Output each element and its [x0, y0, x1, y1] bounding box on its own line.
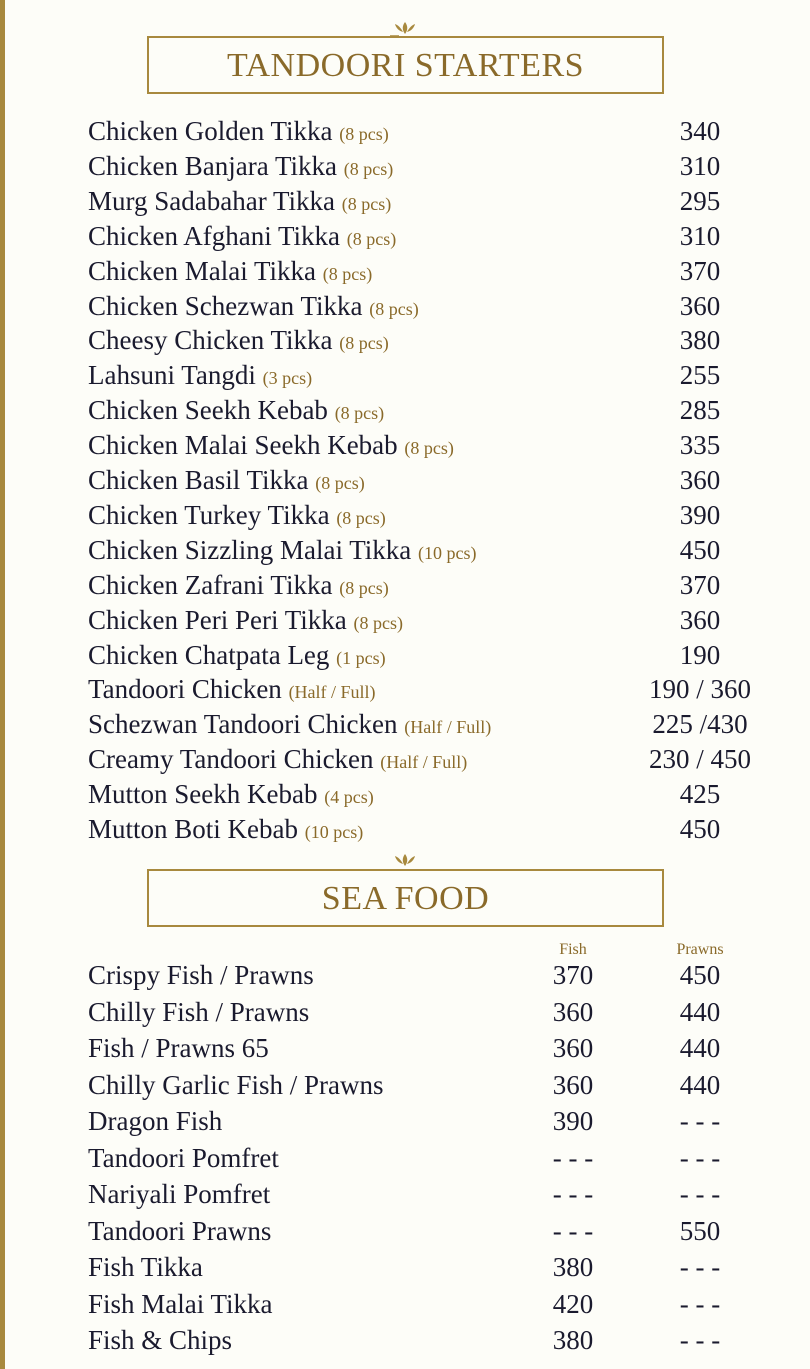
dish-quantity: (8 pcs)	[353, 612, 403, 633]
dish-quantity: (10 pcs)	[304, 822, 364, 842]
menu-item-row	[88, 744, 778, 779]
menu-item-name	[88, 709, 491, 740]
menu-item-name	[88, 151, 393, 182]
dish-quantity: (8 pcs)	[336, 507, 386, 528]
fish-price: - - -	[552, 1215, 594, 1246]
prawns-price: - - -	[679, 1106, 721, 1136]
menu-item-name	[88, 256, 372, 287]
menu-item-row	[88, 360, 778, 395]
dish-quantity: (4 pcs)	[324, 787, 374, 808]
dish-price: 335	[679, 430, 721, 461]
dish-quantity: (8 pcs)	[369, 298, 419, 319]
menu-item-row	[88, 960, 778, 995]
prawns-price: 440	[679, 1033, 721, 1063]
dish-price: 450	[679, 534, 721, 565]
dish-name: Murg Sadabahar Tikka	[88, 185, 335, 216]
dish-name: Cheesy Chicken Tikka	[88, 325, 333, 356]
menu-item-row	[88, 221, 778, 256]
fleur-ornament-icon	[390, 850, 420, 870]
dish-quantity: (8 pcs)	[334, 403, 385, 424]
menu-item-row	[88, 1216, 778, 1251]
dish-price: 360	[679, 290, 721, 321]
dish-price: 255	[679, 360, 721, 391]
menu-item-name	[88, 186, 391, 217]
prawns-price: 450	[679, 960, 721, 990]
menu-item-row	[88, 186, 778, 221]
dish-name: Schezwan Tandoori Chicken	[88, 709, 398, 740]
dish-price: 190	[679, 639, 721, 670]
dish-quantity: (10 pcs)	[418, 542, 477, 563]
prawns-price: - - -	[679, 1142, 721, 1173]
dish-name: Tandoori Prawns	[88, 1215, 272, 1246]
dish-name: Dragon Fish	[88, 1106, 223, 1136]
prawns-price: - - -	[679, 1179, 721, 1209]
menu-item-row	[88, 1289, 778, 1324]
fleur-ornament-icon	[390, 18, 420, 38]
dish-price: 425	[679, 779, 721, 810]
menu-item-row	[88, 997, 778, 1032]
menu-item-name	[88, 535, 476, 566]
column-header-prawns: Prawns	[676, 941, 724, 958]
prawns-price: - - -	[679, 1252, 721, 1282]
dish-name: Fish & Chips	[88, 1325, 233, 1355]
menu-item-row	[88, 709, 778, 744]
fish-price: 360	[552, 1033, 594, 1063]
menu-item-row	[88, 605, 778, 640]
prawns-price: - - -	[679, 1325, 721, 1355]
menu-item-name	[88, 500, 386, 531]
dish-quantity: (8 pcs)	[343, 158, 394, 179]
menu-item-row	[88, 430, 778, 465]
dish-quantity: (8 pcs)	[339, 577, 389, 598]
section-title-tandoori: TANDOORI STARTERS	[147, 36, 664, 94]
menu-item-name	[88, 430, 454, 461]
fish-price: - - -	[552, 1142, 594, 1173]
menu-item-row	[88, 291, 778, 326]
dish-price: 380	[679, 325, 721, 356]
column-header-fish: Fish	[559, 941, 587, 958]
menu-item-row	[88, 1252, 778, 1287]
dish-name: Fish Malai Tikka	[88, 1288, 273, 1319]
menu-item-name	[88, 814, 363, 845]
dish-name: Chicken Malai Tikka	[88, 255, 316, 286]
menu-item-row	[88, 395, 778, 430]
fish-price: 360	[552, 1069, 594, 1100]
menu-item-name	[88, 325, 389, 356]
menu-item-row	[88, 1106, 778, 1141]
dish-name: Chicken Basil Tikka	[88, 465, 309, 495]
dish-name: Chicken Peri Peri Tikka	[88, 604, 347, 635]
section-title-seafood: SEA FOOD	[147, 869, 664, 927]
dish-name: Fish / Prawns 65	[88, 1033, 269, 1063]
menu-item-row	[88, 570, 778, 605]
prawns-price: 440	[679, 996, 721, 1027]
dish-quantity: (8 pcs)	[339, 124, 389, 144]
menu-item-name	[88, 395, 384, 426]
fish-price: 360	[552, 996, 594, 1027]
dish-price: 390	[679, 499, 721, 530]
dish-name: Chicken Afghani Tikka	[88, 220, 341, 251]
dish-price: 295	[679, 185, 721, 216]
dish-name: Chilly Fish / Prawns	[88, 996, 310, 1027]
dish-quantity: (3 pcs)	[262, 368, 313, 389]
dish-quantity: (8 pcs)	[339, 333, 389, 354]
dish-price: 310	[679, 150, 721, 181]
dish-price: 230 / 450	[648, 744, 751, 775]
prawns-price: - - -	[679, 1288, 721, 1319]
dish-price: 450	[679, 814, 721, 844]
menu-item-row	[88, 535, 778, 570]
dish-name: Chicken Schezwan Tikka	[88, 290, 363, 321]
dish-name: Chicken Banjara Tikka	[88, 150, 337, 181]
menu-item-row	[88, 674, 778, 709]
menu-item-row	[88, 1070, 778, 1105]
dish-name: Chilly Garlic Fish / Prawns	[88, 1069, 384, 1100]
menu-item-name	[88, 360, 312, 391]
dish-name: Tandoori Chicken	[88, 674, 282, 705]
menu-item-row	[88, 1143, 778, 1178]
dish-price: 310	[679, 220, 721, 251]
fish-price: 420	[552, 1288, 594, 1319]
dish-quantity: (8 pcs)	[341, 193, 392, 214]
dish-name: Crispy Fish / Prawns	[88, 960, 314, 990]
dish-quantity: (8 pcs)	[315, 473, 365, 493]
dish-name: Nariyali Pomfret	[88, 1179, 271, 1209]
menu-item-row	[88, 779, 778, 814]
menu-item-row	[88, 640, 778, 675]
menu-item-row	[88, 325, 778, 360]
menu-item-name	[88, 605, 403, 636]
fish-price: 390	[552, 1106, 594, 1136]
prawns-price: 550	[679, 1215, 721, 1246]
dish-price: 340	[679, 116, 721, 146]
fish-price: 370	[552, 960, 594, 990]
dish-price: 370	[679, 569, 721, 600]
dish-price: 360	[679, 465, 721, 495]
dish-price: 190 / 360	[648, 674, 751, 705]
menu-item-row	[88, 256, 778, 291]
dish-name: Chicken Sizzling Malai Tikka	[88, 534, 412, 565]
dish-quantity: (Half / Full)	[288, 682, 376, 703]
dish-price: 360	[679, 604, 721, 635]
dish-name: Tandoori Pomfret	[88, 1142, 279, 1173]
dish-name: Chicken Golden Tikka	[88, 116, 333, 146]
menu-item-row	[88, 1325, 778, 1360]
dish-price: 225 /430	[652, 709, 748, 740]
fish-price: - - -	[552, 1179, 594, 1209]
menu-item-row	[88, 814, 778, 849]
menu-item-row	[88, 1179, 778, 1214]
dish-quantity: (Half / Full)	[380, 752, 468, 773]
menu-item-row	[88, 116, 778, 151]
menu-item-name	[88, 465, 365, 496]
dish-quantity: (1 pcs)	[336, 647, 386, 668]
left-border-rule	[0, 0, 5, 1369]
dish-name: Mutton Seekh Kebab	[88, 779, 318, 810]
dish-name: Fish Tikka	[88, 1252, 203, 1282]
menu-item-row	[88, 1033, 778, 1068]
dish-name: Creamy Tandoori Chicken	[88, 744, 374, 775]
dish-quantity: (8 pcs)	[322, 263, 373, 284]
dish-name: Chicken Seekh Kebab	[88, 395, 328, 426]
dish-name: Chicken Malai Seekh Kebab	[88, 430, 398, 461]
dish-quantity: (Half / Full)	[404, 717, 492, 738]
dish-name: Lahsuni Tangdi	[88, 360, 256, 391]
dish-name: Chicken Turkey Tikka	[88, 499, 330, 530]
menu-item-row	[88, 500, 778, 535]
dish-name: Chicken Zafrani Tikka	[88, 569, 333, 600]
fish-price: 380	[552, 1252, 594, 1282]
menu-item-name	[88, 674, 376, 705]
menu-item-name	[88, 116, 389, 147]
dish-quantity: (8 pcs)	[346, 228, 397, 249]
menu-item-row	[88, 151, 778, 186]
menu-item-name	[88, 744, 467, 775]
menu-item-name	[88, 221, 396, 252]
dish-price: 370	[679, 255, 721, 286]
menu-item-row	[88, 465, 778, 500]
menu-item-name	[88, 570, 389, 601]
dish-quantity: (8 pcs)	[404, 438, 454, 459]
menu-item-name	[88, 640, 386, 671]
menu-item-name	[88, 291, 419, 322]
menu-item-name	[88, 779, 374, 810]
dish-price: 285	[679, 395, 721, 426]
fish-price: 380	[552, 1325, 594, 1355]
prawns-price: 440	[679, 1069, 721, 1100]
dish-name: Chicken Chatpata Leg	[88, 639, 330, 670]
dish-name: Mutton Boti Kebab	[88, 814, 298, 844]
